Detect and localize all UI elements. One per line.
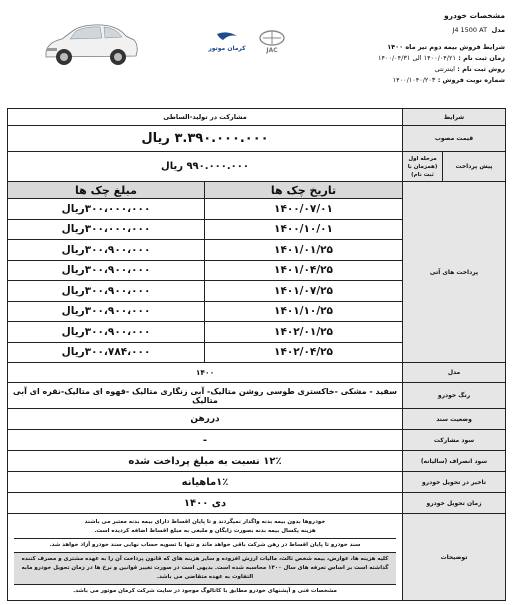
check-date: ۱۴۰۱/۱۰/۲۵ — [205, 301, 403, 322]
delivery-value: دی ۱۴۰۰ — [8, 493, 403, 514]
color-label: رنگ خودرو — [403, 383, 506, 409]
color-value: سفید - مشکی -خاکستری طوسی روشن متالیک- آبی زنگاری متالیک -قهوه ای متالیک-نقره ای آبی متالیک — [8, 383, 403, 409]
partner-profit-value: - — [8, 430, 403, 451]
check-date-header: تاریخ چک ها — [205, 182, 403, 199]
notes-label: توضیحات — [403, 514, 506, 601]
note-item: کلیه هزینه ها، عوارض، بیمه شخص ثالث، مالیات ارزش افزوده و سایر هزینه های که قانون پرداخت آن را به عهده مشتری و مصرف کننده گذاشته است بر اساس تعرفه های سال ۱۴۰۰ محاسبه شده است. بدیهی است در صورت تغییر قوانین و نرخ ها در زمان تحویل خودرو مابه التفاوت به عهده متقاضی می باشد. — [14, 553, 396, 585]
spec-model-value: J4 1500 AT — [452, 26, 488, 34]
note-item: مشخصات فنی و آپشنهای خودرو مطابق با کاتالوگ موجود در سایت شرکت کرمان موتور می باشد. — [73, 588, 337, 594]
prepay-label: پیش پرداخت — [443, 152, 506, 182]
check-amount: ۳۰۰،۷۸۴،۰۰۰ریال — [8, 342, 205, 363]
kerman-wave-icon — [203, 30, 251, 54]
row-price — [8, 126, 506, 152]
check-amount: ۳۰۰،۰۰۰،۰۰۰ریال — [8, 219, 205, 240]
svg-text:JAC: JAC — [266, 47, 278, 54]
kerman-motor-logo — [203, 30, 251, 54]
notes-cell — [8, 514, 403, 601]
row-check-header — [8, 182, 506, 199]
row-prepay — [8, 152, 506, 182]
delay-label: تاخیر در تحویل خودرو — [403, 472, 506, 493]
car-image — [40, 12, 140, 74]
note-item: سند خودرو تا پایان اقساط در رهن شرکت باقی خواهد ماند و تنها با تسویه حساب نهایی سند خودرو آزاد خواهد شد. — [14, 539, 396, 553]
row-terms — [8, 109, 506, 126]
model-value: ۱۴۰۰ — [8, 363, 403, 383]
sales-terms-table — [7, 108, 506, 601]
stage1-value: ۹۹۰.۰۰۰.۰۰۰ ریال — [8, 152, 403, 182]
delivery-label: زمان تحویل خودرو — [403, 493, 506, 514]
row-color — [8, 383, 506, 409]
annual-profit-label: سود انصراف (سالیانه) — [403, 451, 506, 472]
check-date: ۱۴۰۱/۰۱/۲۵ — [205, 240, 403, 261]
spec-sale-terms: شرایط فروش بیمه دوم تیر ماه ۱۴۰۰ — [387, 43, 505, 51]
spec-reg-time: زمان ثبت نام : ۱۴۰۰/۰۴/۲۱ الی ۱۴۰۰/۰۴/۳۱ — [378, 54, 505, 62]
check-amount: ۳۰۰،۹۰۰،۰۰۰ریال — [8, 240, 205, 261]
price-label: قیمت مصوب — [403, 126, 506, 152]
header — [0, 0, 513, 105]
jac-emblem-icon — [255, 28, 289, 54]
note-item: خودروها بدون بیمه بدنه واگذار نمیگردند و تا پایان اقساط دارای بیمه بدنه معتبر می باشند هزینه یکسال بیمه بدنه بصورت رایگان و ملبغی به مبلغ اقساط اضافه کردیده است. — [14, 516, 396, 539]
doc-value: دررهن — [8, 409, 403, 430]
check-amount: ۳۰۰،۹۰۰،۰۰۰ریال — [8, 260, 205, 281]
partner-profit-label: سود مشارکت — [403, 430, 506, 451]
check-amount: ۳۰۰،۰۰۰،۰۰۰ریال — [8, 199, 205, 220]
spec-block — [315, 10, 505, 86]
spec-title: مشخصات خودرو — [444, 11, 505, 20]
row-partner-profit — [8, 430, 506, 451]
row-delivery — [8, 493, 506, 514]
annual-profit-value: ۱۲٪ نسبت به مبلغ پرداخت شده — [8, 451, 403, 472]
jac-logo — [255, 28, 289, 54]
price-value: ۳.۳۹۰.۰۰۰.۰۰۰ ریال — [8, 126, 403, 152]
check-date: ۱۴۰۰/۱۰/۰۱ — [205, 219, 403, 240]
spec-reg-method: روش ثبت نام : اینترنتی — [434, 65, 505, 73]
row-doc — [8, 409, 506, 430]
check-date: ۱۴۰۱/۰۷/۲۵ — [205, 281, 403, 302]
spec-sale-no: شماره نوبت فروش : ۱۴۰۰/۱۰۴۰/۲۰۳ — [392, 76, 505, 84]
check-date: ۱۴۰۰/۰۷/۰۱ — [205, 199, 403, 220]
kerman-logo-text: کرمان موتور — [208, 45, 246, 52]
row-notes — [8, 514, 506, 601]
installments-label: پرداخت های آتی — [403, 182, 506, 363]
check-amount: ۳۰۰،۹۰۰،۰۰۰ریال — [8, 322, 205, 343]
check-amount: ۳۰۰،۹۰۰،۰۰۰ریال — [8, 301, 205, 322]
check-date: ۱۴۰۱/۰۴/۲۵ — [205, 260, 403, 281]
check-date: ۱۴۰۲/۰۱/۲۵ — [205, 322, 403, 343]
doc-label: وضعیت سند — [403, 409, 506, 430]
check-date: ۱۴۰۲/۰۴/۲۵ — [205, 342, 403, 363]
spec-model-row: مدل J4 1500 AT — [452, 26, 505, 34]
check-amount-header: مبلغ چک ها — [8, 182, 205, 199]
row-annual-profit — [8, 451, 506, 472]
row-model — [8, 363, 506, 383]
check-amount: ۳۰۰،۹۰۰،۰۰۰ریال — [8, 281, 205, 302]
model-label: مدل — [403, 363, 506, 383]
terms-label: شرایط — [403, 109, 506, 126]
stage1-label: مرحله اول (همزمان با ثبت نام) — [403, 152, 443, 182]
terms-value: مشارکت در تولید-الساطی — [8, 109, 403, 126]
row-delay — [8, 472, 506, 493]
delay-value: ۱٪ماهیانه — [8, 472, 403, 493]
